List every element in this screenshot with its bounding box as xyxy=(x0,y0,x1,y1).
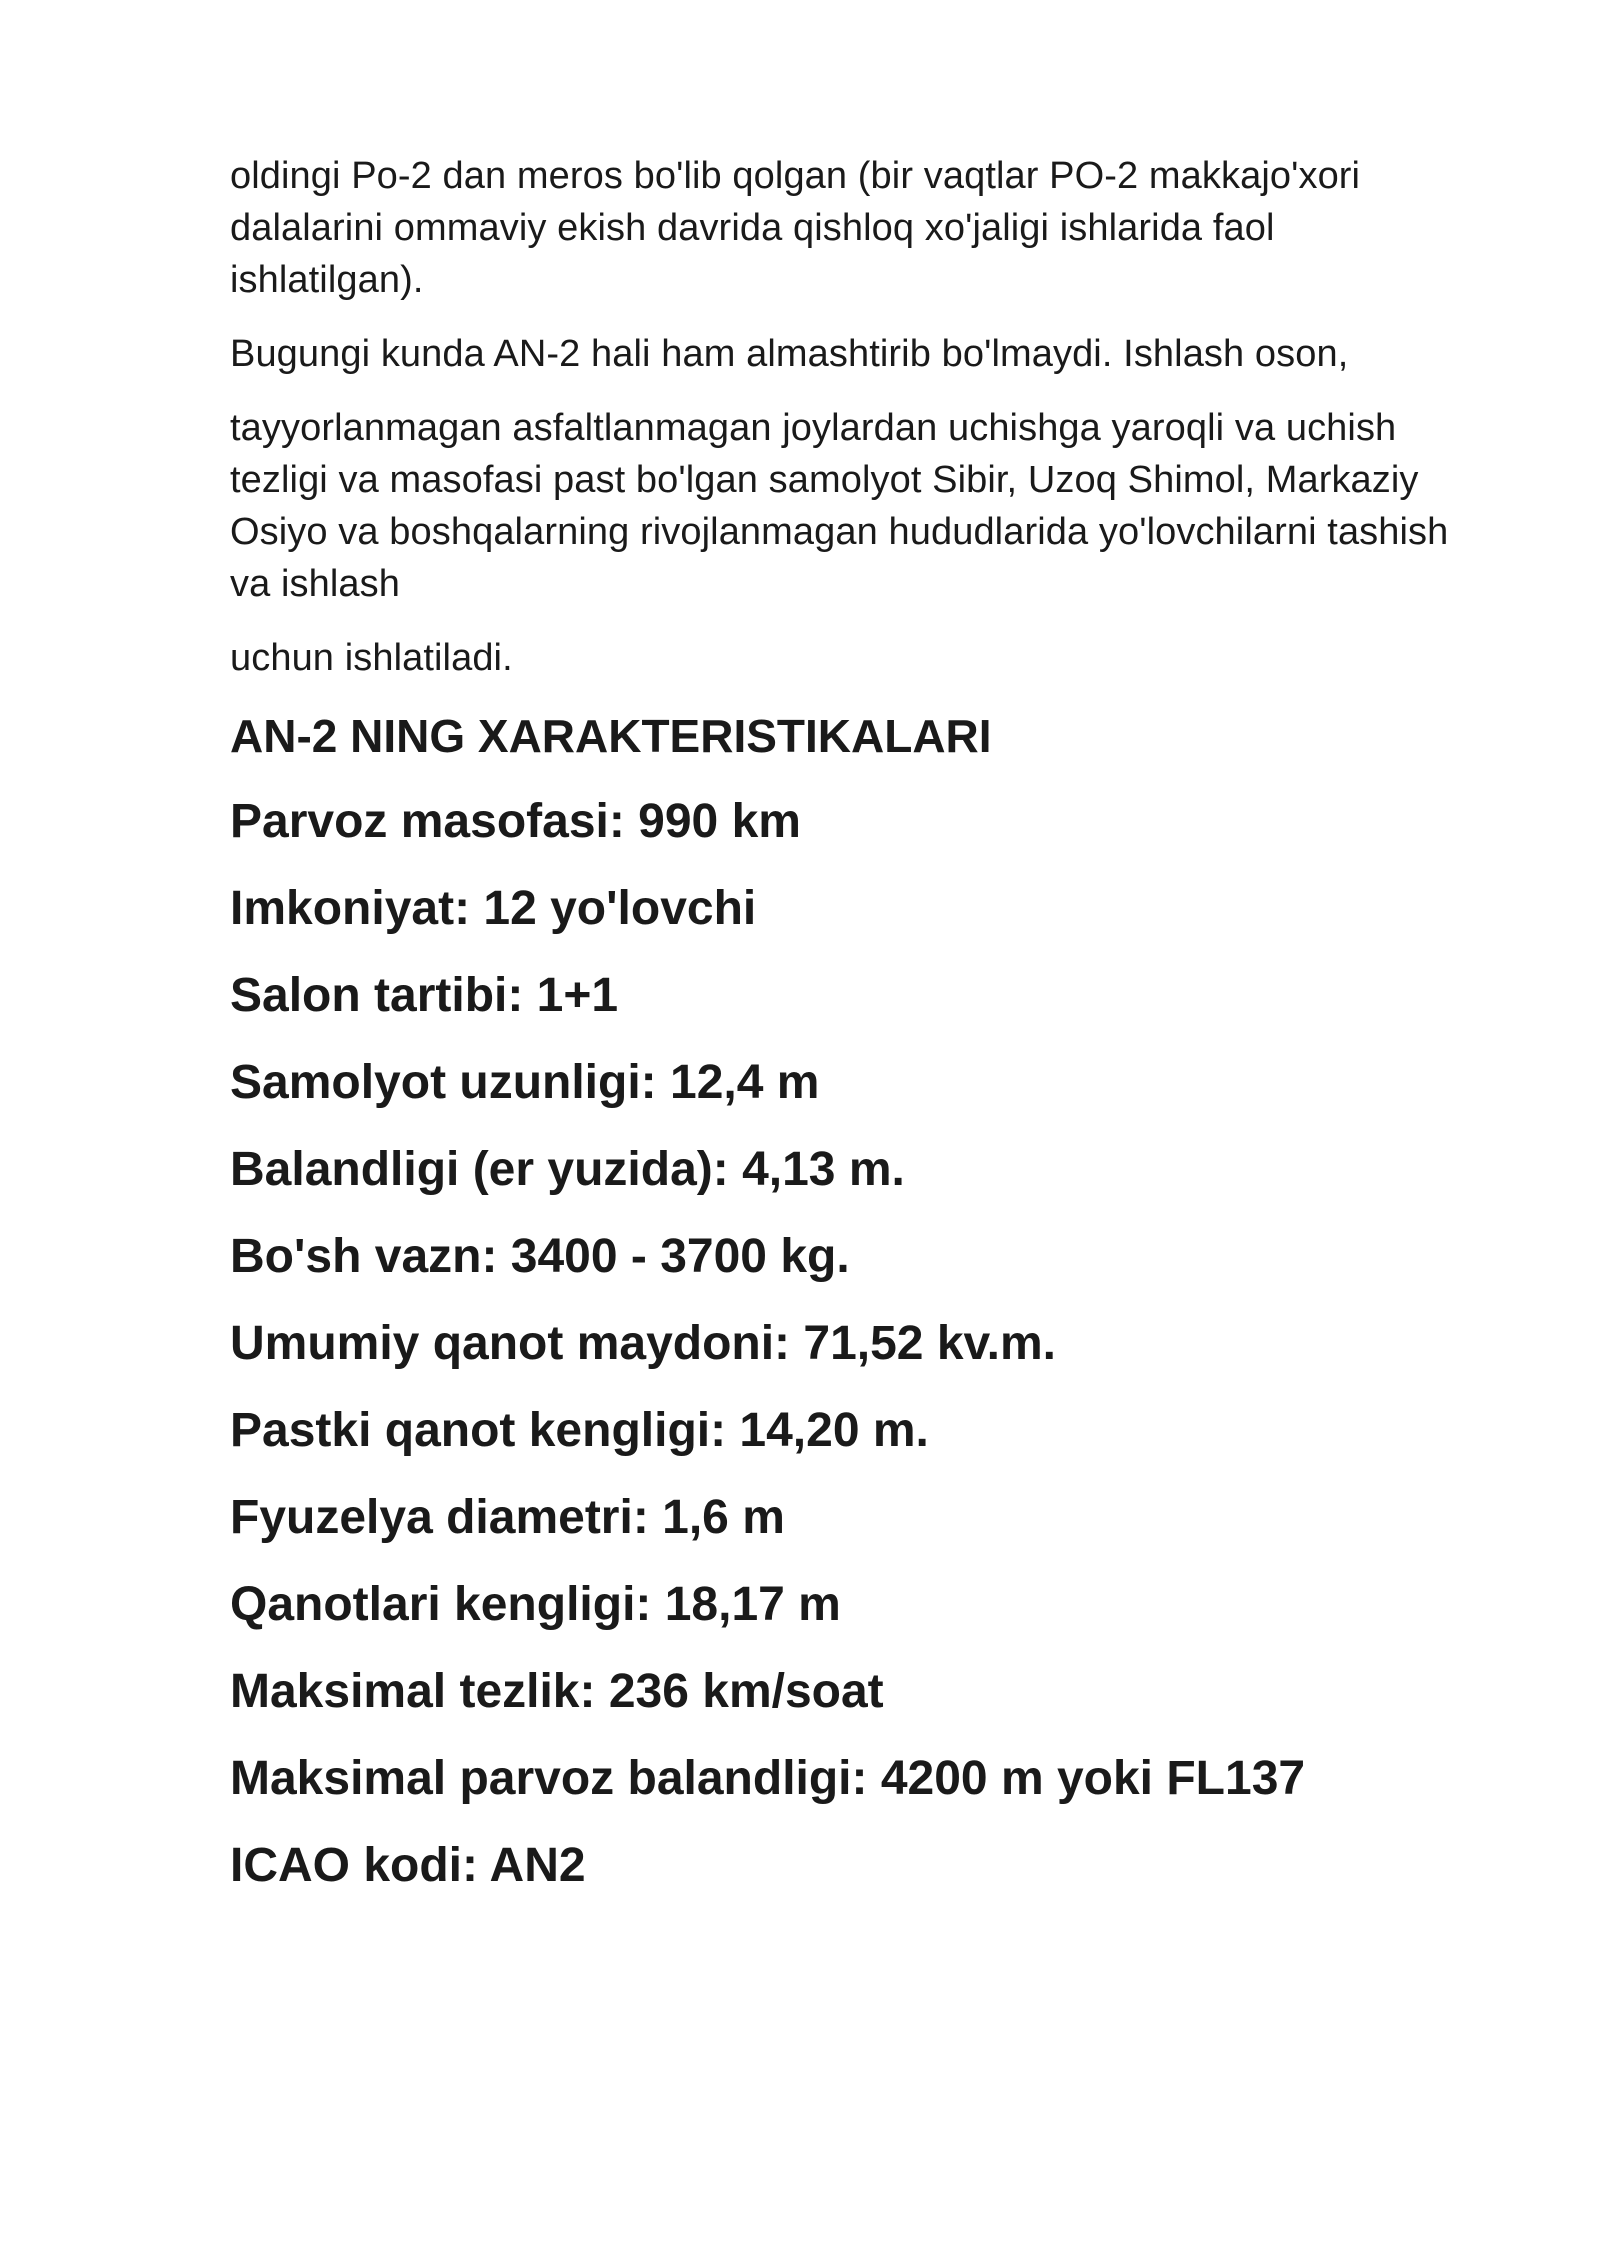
paragraph-4: uchun ishlatiladi. xyxy=(230,637,513,679)
spec-item: ICAO kodi: AN2 xyxy=(230,1839,586,1892)
spec-item: Umumiy qanot maydoni: 71,52 kv.m. xyxy=(230,1317,1057,1370)
spec-item: Bo'sh vazn: 3400 - 3700 kg. xyxy=(230,1230,850,1283)
spec-item: Maksimal parvoz balandligi: 4200 m yoki FL137 xyxy=(230,1752,1306,1805)
spec-item: Pastki qanot kengligi: 14,20 m. xyxy=(230,1404,929,1457)
document-page xyxy=(230,150,1470,1923)
paragraph-2: Bugungi kunda AN-2 hali ham almashtirib bo'lmaydi. Ishlash oson, xyxy=(230,333,1349,375)
paragraph-1: oldingi Po-2 dan meros bo'lib qolgan (bir vaqtlar PO-2 makkajo'xori dalalarini ommaviy ekish davrida qishloq xo'jaligi ishlarida faol ishlatilgan). xyxy=(230,155,1361,301)
paragraph-3: tayyorlanmagan asfaltlanmagan joylardan uchishga yaroqli va uchish tezligi va masofasi past bo'lgan samolyot Sibir, Uzoq Shimol, Markaziy Osiyo va boshqalarning rivojlanmagan hududlarida yo'lovchilarni tashish va ishlash xyxy=(230,407,1449,605)
spec-item: Samolyot uzunligi: 12,4 m xyxy=(230,1056,820,1109)
spec-item: Qanotlari kengligi: 18,17 m xyxy=(230,1578,841,1631)
spec-item: Salon tartibi: 1+1 xyxy=(230,969,619,1022)
spec-item: Imkoniyat: 12 yo'lovchi xyxy=(230,882,757,935)
spec-item: Maksimal tezlik: 236 km/soat xyxy=(230,1665,884,1718)
spec-list xyxy=(230,792,1470,1896)
section-heading: AN-2 NING XARAKTERISTIKALARI xyxy=(230,710,992,762)
spec-item: Fyuzelya diametri: 1,6 m xyxy=(230,1491,785,1544)
spec-item: Parvoz masofasi: 990 km xyxy=(230,795,801,848)
spec-item: Balandligi (er yuzida): 4,13 m. xyxy=(230,1143,905,1196)
